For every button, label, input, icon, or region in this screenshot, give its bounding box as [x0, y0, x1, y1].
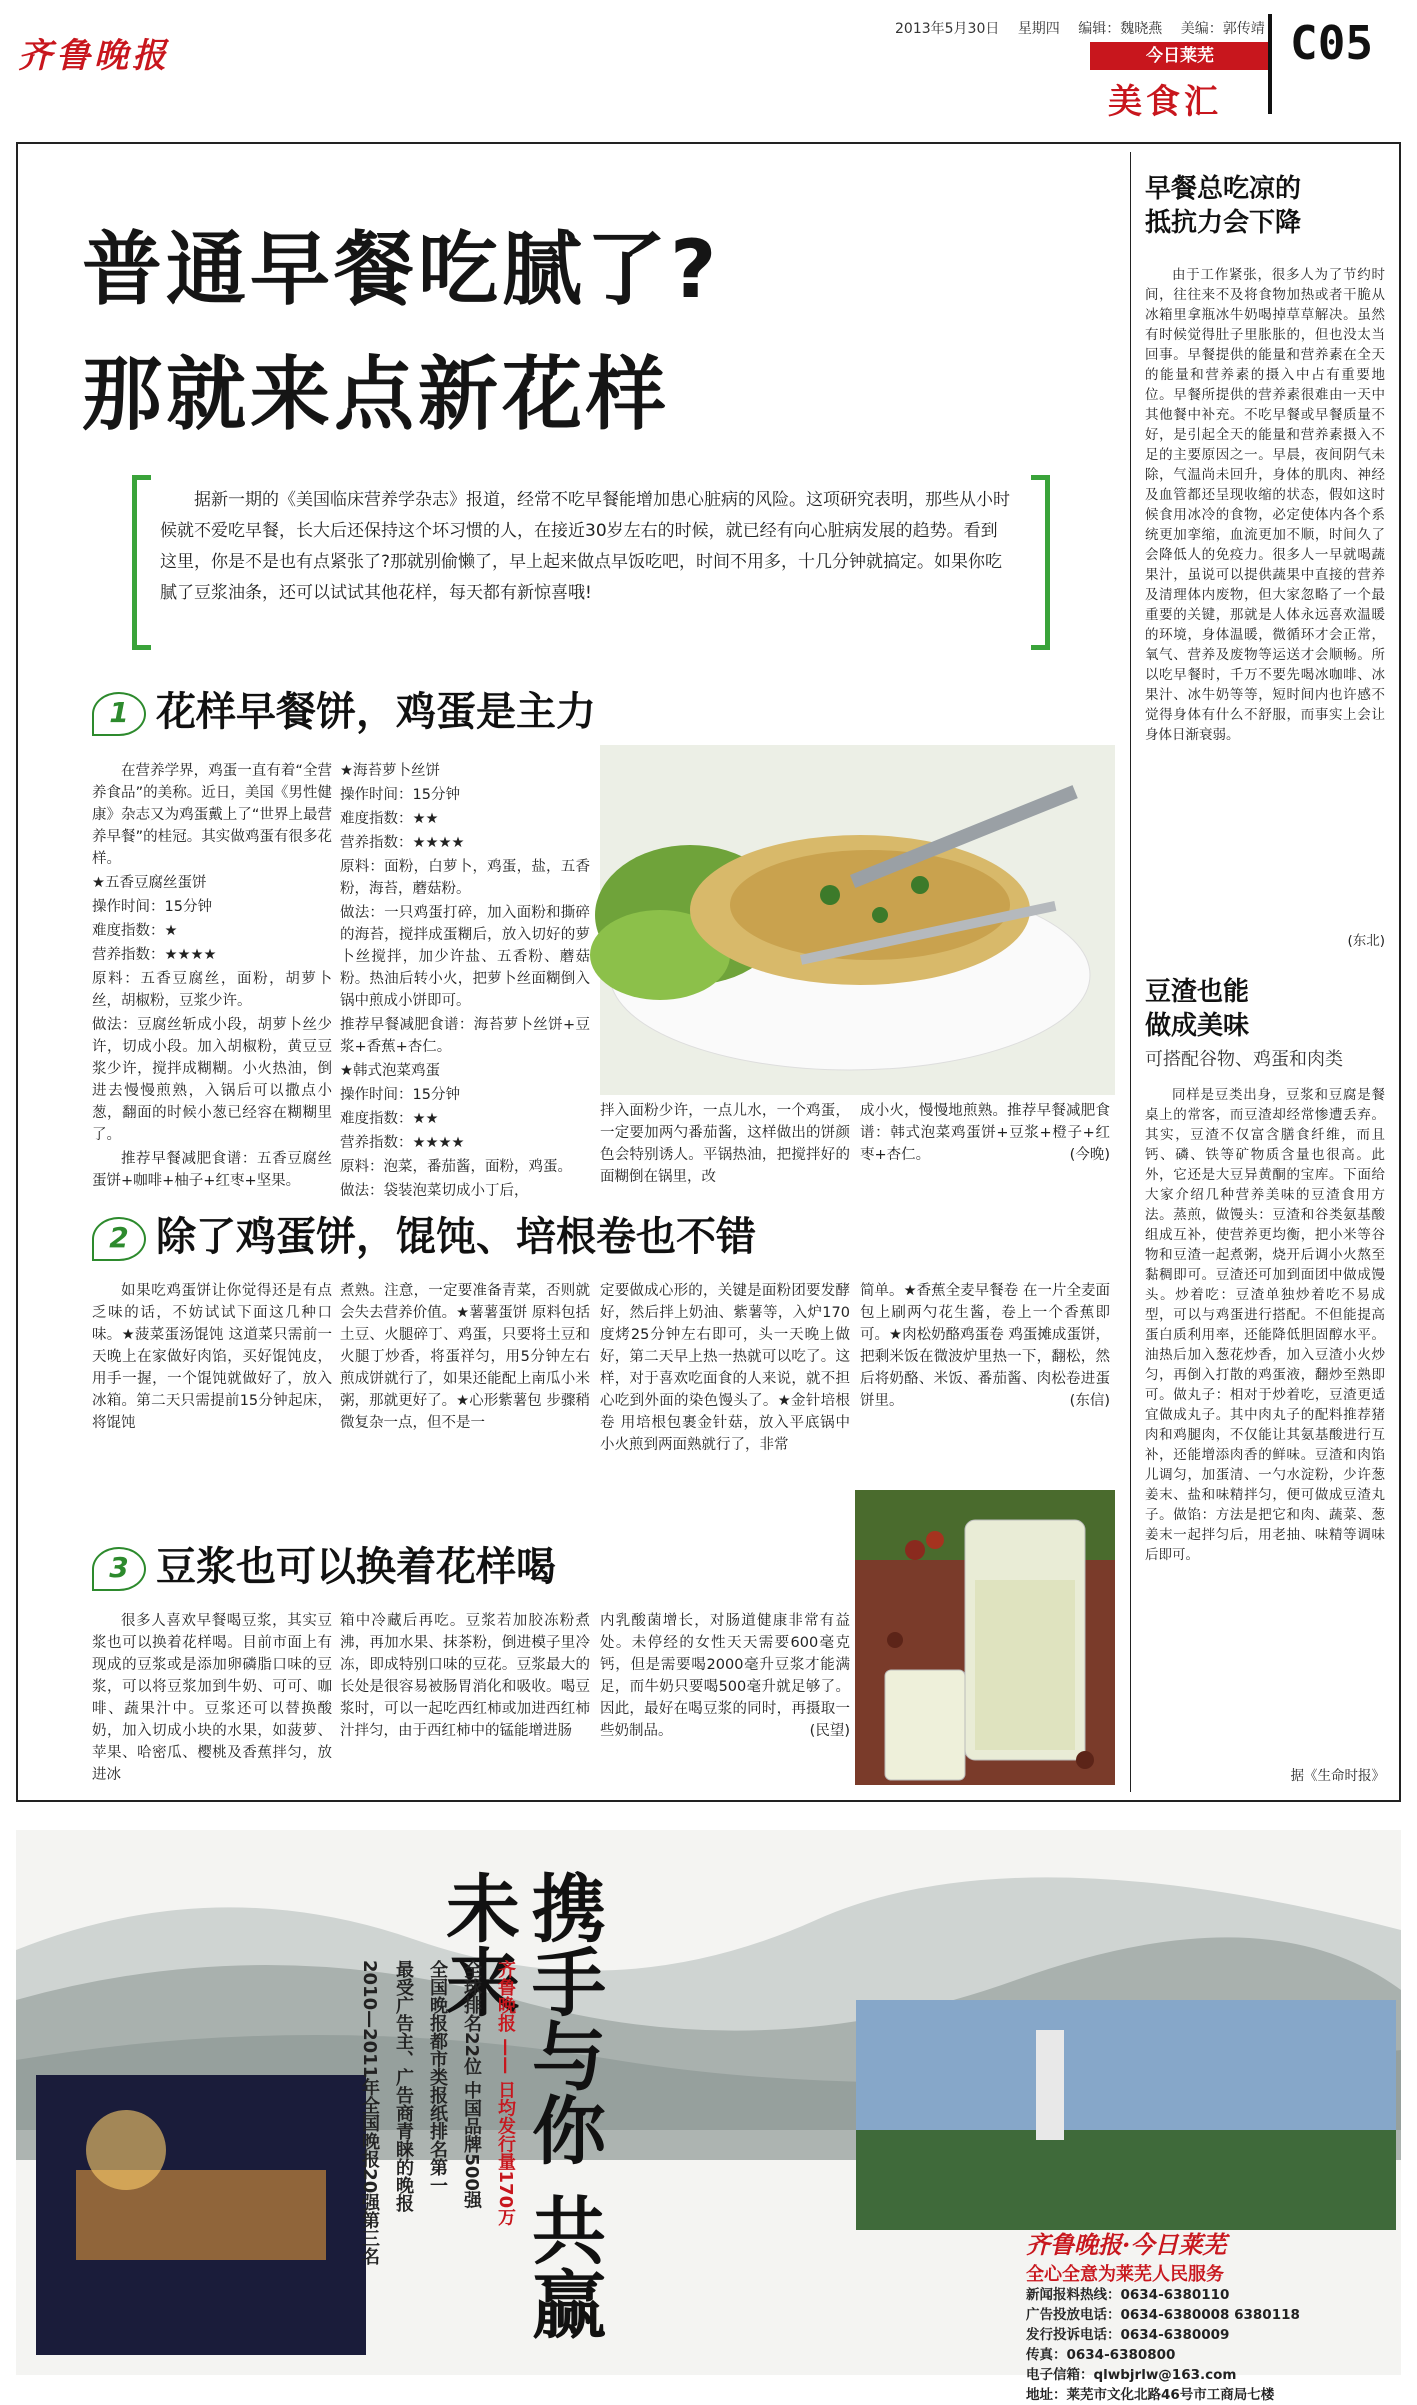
masthead-meta	[895, 18, 1279, 38]
section1-col1	[92, 760, 332, 1194]
section1-col2	[340, 760, 590, 1204]
s1c1-p7: 推荐早餐减肥食谱：五香豆腐丝蛋饼+咖啡+柚子+红枣+坚果。	[92, 1151, 332, 1189]
ad-claim-1: 齐鲁晚报 —— 日均发行量170万	[495, 1960, 516, 2227]
s1-source: (今晚)	[1069, 1147, 1110, 1163]
s1c2-p5: 做法：一只鸡蛋打碎，加入面粉和撕碎的海苔，搅拌成蛋糊后，放入切好的萝卜丝搅拌，加少许盐、五香粉、蘑菇粉。热油后转小火，把萝卜丝面糊倒入锅中煎成小饼即可。	[340, 905, 590, 1009]
s1c2-p11: 原料：泡菜，番茄酱，面粉，鸡蛋。	[340, 1159, 572, 1175]
contact-email: 电子信箱：qlwbjrlw@163.com	[1026, 2367, 1237, 2383]
section3-col3	[600, 1610, 850, 1742]
contact-address: 地址：莱芜市文化北路46号市工商局七楼	[1026, 2387, 1275, 2403]
headline-line2: 那就来点新花样	[82, 348, 670, 441]
s1c4-text: 成小火，慢慢地煎熟。推荐早餐减肥食谱：韩式泡菜鸡蛋饼+豆浆+橙子+红枣+杏仁。	[860, 1103, 1110, 1163]
section3-number: 3	[92, 1547, 146, 1591]
ad-brand: 齐鲁晚报·今日莱芜	[1026, 2230, 1227, 2259]
contact-ads: 广告投放电话：0634-6380008 6380118	[1026, 2307, 1300, 2323]
section2-number: 2	[92, 1217, 146, 1261]
s1c2-p1: 操作时间：15分钟	[340, 787, 460, 803]
section-tag: 今日莱芜	[1090, 42, 1270, 70]
section1-title: 花样早餐饼，鸡蛋是主力	[156, 689, 596, 735]
section1-number: 1	[92, 692, 146, 736]
egg-pancake-photo	[600, 745, 1115, 1095]
issue-date: 2013年5月30日	[895, 21, 1000, 37]
designer-credit: 美编：郭传靖	[1180, 21, 1265, 37]
sidebar-text2: 同样是豆类出身，豆浆和豆腐是餐桌上的常客，而豆渣却经常惨遭丢弃。其实，豆渣不仅富含膳食纤维，而且钙、磷、铁等矿物质含量也很高。此外，它还是大豆异黄酮的宝库。下面给大家介绍几种营养美味的豆渣食用方法。蒸煎，做馒头：豆渣和谷类氨基酸组成互补，使营养更均衡，把小米等谷物和豆渣一起煮粥，烧开后调小火熬至黏稠即可。豆渣还可加到面团中做成馒头。炒着吃：豆渣单独炒着吃不易成型，可以与鸡蛋进行搭配。不但能提高蛋白质利用率，还能降低胆固醇水平。油热后加入葱花炒香，加入豆渣小火炒匀，再倒入打散的鸡蛋液，翻炒至熟即可。做丸子：相对于炒着吃，豆渣更适宜做成丸子。其中肉丸子的配料推荐猪肉和鸡腿肉，不仅能让其氨基酸进行互补，还能增添肉香的鲜味。豆渣和肉馅儿调匀，加蛋清、一勺水淀粉，少许葱姜末、盐和味精拌匀，便可做成豆渣丸子。做馅：方法是把它和肉、蔬菜、葱姜末一起拌匀后，用老抽、味精等调味后即可。	[1145, 1087, 1385, 1563]
ad-claims	[356, 1960, 518, 2300]
section3-col1: 很多人喜欢早餐喝豆浆，其实豆浆也可以换着花样喝。目前市面上有现成的豆浆或是添加卵磷脂口味的豆浆，可以将豆浆加到牛奶、可可、咖啡、蔬果汁中。豆浆还可以替换酸奶，加入切成小块的水果，如菠萝、苹果、哈密瓜、樱桃及香蕉拌匀，放进冰	[92, 1613, 332, 1783]
s1c1-p0: 在营养学界，鸡蛋一直有着“全营养食品”的美称。近日，美国《男性健康》杂志又为鸡蛋戴上了“世界上最营养早餐”的桂冠。其实做鸡蛋有很多花样。	[92, 763, 332, 867]
s1c2-p8: 操作时间：15分钟	[340, 1087, 460, 1103]
s1c2-p6: 推荐早餐减肥食谱：海苔萝卜丝饼+豆浆+香蕉+杏仁。	[340, 1017, 590, 1055]
s1c2-p3: 营养指数：★★★★	[340, 835, 465, 851]
section2-col1: 如果吃鸡蛋饼让你觉得还是有点乏味的话，不妨试试下面这几种口味。★菠菜蛋汤馄饨 这道菜只需前一天晚上在家做好肉馅，买好馄饨皮，用手一握，一个馄饨就做好了，放入冰箱。第二天只需提前15分钟起床，将馄饨	[92, 1283, 332, 1431]
s1c2-p2: 难度指数：★★	[340, 811, 439, 827]
s1c2-p9: 难度指数：★★	[340, 1111, 439, 1127]
masthead-logo: 齐鲁晚报	[18, 36, 170, 76]
s1c1-p4: 营养指数：★★★★	[92, 947, 217, 963]
s1c2-p4: 原料：面粉，白萝卜，鸡蛋，盐，五香粉，海苔，蘑菇粉。	[340, 859, 590, 897]
sidebar-divider	[1130, 152, 1131, 1792]
advertisement	[16, 1830, 1401, 2403]
s1c2-p10: 营养指数：★★★★	[340, 1135, 465, 1151]
section3-heading	[92, 1535, 556, 1592]
s3-source: (民望)	[809, 1723, 850, 1739]
sidebar-subtitle2: 可搭配谷物、鸡蛋和肉类	[1145, 1049, 1343, 1070]
contact-news: 新闻报料热线：0634-6380110	[1026, 2287, 1230, 2303]
section1-col3: 拌入面粉少许，一点儿水，一个鸡蛋，一定要加两勺番茄酱，这样做出的饼颜色会特别诱人。平锅热油，把搅拌好的面糊倒在锅里，改	[600, 1103, 850, 1185]
soy-milk-photo	[855, 1490, 1115, 1785]
ad-motto: 全心全意为莱芜人民服务	[1026, 2264, 1224, 2285]
masthead-divider	[1268, 14, 1272, 114]
ad-contacts	[1026, 2285, 1300, 2405]
ad-claim-3: 全国晚报都市类报纸排名第一	[427, 1960, 448, 2194]
headline-line1: 普通早餐吃腻了?	[82, 223, 721, 316]
intro-bracket-left	[132, 475, 151, 650]
section1-heading	[92, 680, 596, 737]
column-title: 美食汇	[1108, 82, 1222, 122]
sidebar-title2: 豆渣也能 做成美味	[1145, 977, 1250, 1041]
s1c1-p1: ★五香豆腐丝蛋饼	[92, 875, 207, 891]
s1c2-p7: ★韩式泡菜鸡蛋	[340, 1063, 440, 1079]
s1c1-p2: 操作时间：15分钟	[92, 899, 212, 915]
issue-weekday: 星期四	[1017, 21, 1060, 37]
section2-heading	[92, 1205, 756, 1262]
page-number: C05	[1290, 14, 1402, 72]
s3c3-text: 内乳酸菌增长，对肠道健康非常有益处。未停经的女性天天需要600毫克钙，但是需要喝2000毫升豆浆才能满足，而牛奶只要喝500毫升就足够了。因此，最好在喝豆浆的同时，再摄取一些奶制品。	[600, 1613, 850, 1739]
s2c4-text: 简单。★香蕉全麦早餐卷 在一片全麦面包上刷两勺花生酱，卷上一个香蕉即可。★肉松奶酪鸡蛋卷 鸡蛋摊成蛋饼，把剩米饭在微波炉里热一下，翻松，然后将奶酪、米饭、番茄酱、肉松卷进蛋饼里。	[860, 1283, 1110, 1409]
contact-fax: 传真：0634-6380800	[1026, 2347, 1176, 2363]
sidebar-source2: 据《生命时报》	[1290, 1768, 1385, 1784]
section2-col4	[860, 1280, 1110, 1412]
sidebar-text1: 由于工作紧张，很多人为了节约时间，往往来不及将食物加热或者干脆从冰箱里拿瓶冰牛奶喝掉草草解决。虽然有时候觉得肚子里胀胀的，但也没太当回事。早餐提供的能量和营养素在全天的能量和营养素的摄入中占有重要地位。早餐所提供的营养素很难由一天中其他餐中补充。不吃早餐或早餐质量不好，是引起全天的能量和营养素摄入不足的主要原因之一。早晨，夜间阴气未除，气温尚未回升，身体的肌肉、神经及血管都还呈现收缩的状态，假如这时候食用冰冷的食物，必定使体内各个系统更加挛缩，血流更加不顺，时间久了会降低人的免疫力。很多人一早就喝蔬果汁，虽说可以提供蔬果中直接的营养及清理体内废物，但大家忽略了一个最重要的关键，那就是人体永远喜欢温暖的环境，身体温暖，微循环才会正常，氧气、营养及废物等运送才会顺畅。所以吃早餐时，千万不要先喝冰咖啡、冰果汁、冰牛奶等等，短时间内也许感不觉得身体有什么不舒服，而事实上会让身体日渐衰弱。	[1145, 267, 1385, 743]
intro-paragraph	[160, 485, 1010, 609]
s2-source: (东信)	[1069, 1393, 1110, 1409]
section3-title: 豆浆也可以换着花样喝	[156, 1544, 556, 1590]
section2-col3: 定要做成心形的，关键是面粉团要发酵好，然后拌上奶油、紫薯等，入炉170度烤25分钟左右即可，头一天晚上做好，第二天早上热一热就可以吃了。这样，对于喜欢吃面食的人来说，就不担心吃到外面的染色馒头了。★金针培根卷 用培根包裹金针菇，放入平底锅中小火煎到两面熟就行了，非常	[600, 1283, 850, 1453]
s1c2-p0: ★海苔萝卜丝饼	[340, 763, 440, 779]
section3-col2: 箱中冷藏后再吃。豆浆若加胶冻粉煮沸，再加水果、抹茶粉，倒进模子里冷冻，即成特别口味的豆花。豆浆最大的长处是很容易被肠胃消化和吸收。喝豆浆时，可以一起吃西红柿或加进西红柿汁拌匀，由于西红柿中的锰能增进肠	[340, 1613, 590, 1739]
intro-text: 据新一期的《美国临床营养学杂志》报道，经常不吃早餐能增加患心脏病的风险。这项研究表明，那些从小时候就不爱吃早餐，长大后还保持这个坏习惯的人，在接近30岁左右的时候，就已经有向心脏病发展的趋势。看到这里，你是不是也有点紧张了?那就别偷懒了，早上起来做点早饭吃吧，时间不用多，十几分钟就搞定。如果你吃腻了豆浆油条，还可以试试其他花样，每天都有新惊喜哦!	[160, 490, 1010, 603]
contact-complaints: 发行投诉电话：0634-6380009	[1026, 2327, 1230, 2343]
section2-col2: 煮熟。注意，一定要准备青菜，否则就会失去营养价值。★薯薯蛋饼 原料包括土豆、火腿碎丁、鸡蛋，只要将土豆和火腿丁炒香，将蛋祥匀，用5分钟左右煎成饼就行了，如果还能配上南瓜小米粥，那就更好了。★心形紫薯包 步骤稍微复杂一点，但不是一	[340, 1283, 590, 1431]
sidebar-source1: (东北)	[1347, 933, 1385, 949]
ad-slogan: 携手与你 共赢未来	[434, 1870, 606, 2340]
ad-claim-5: 2010—2011年全国晚报20强第三名	[359, 1960, 380, 2266]
s1c2-p12: 做法：袋装泡菜切成小丁后，	[340, 1183, 529, 1199]
section2-title: 除了鸡蛋饼，馄饨、培根卷也不错	[156, 1214, 756, 1260]
editor-credit: 编辑：魏晓燕	[1078, 21, 1163, 37]
ad-claim-2: 全球排名22位 中国品牌500强	[461, 1960, 482, 2209]
sidebar-title1: 早餐总吃凉的 抵抗力会下降	[1145, 174, 1302, 238]
s1c1-p3: 难度指数：★	[92, 923, 178, 939]
s1c1-p5: 原料：五香豆腐丝，面粉，胡萝卜丝，胡椒粉，豆浆少许。	[92, 971, 332, 1009]
section1-col4	[860, 1100, 1110, 1166]
s1c1-p6: 做法：豆腐丝斩成小段，胡萝卜丝少许，切成小段。加入胡椒粉，黄豆豆浆少许，搅拌成糊糊。小火热油，倒进去慢慢煎熟，入锅后可以撒点小葱，翻面的时候小葱已经容在糊糊里了。	[92, 1017, 332, 1143]
ad-claim-4: 最受广告主、广告商青睐的晚报	[393, 1960, 414, 2212]
intro-bracket-right	[1031, 475, 1050, 650]
